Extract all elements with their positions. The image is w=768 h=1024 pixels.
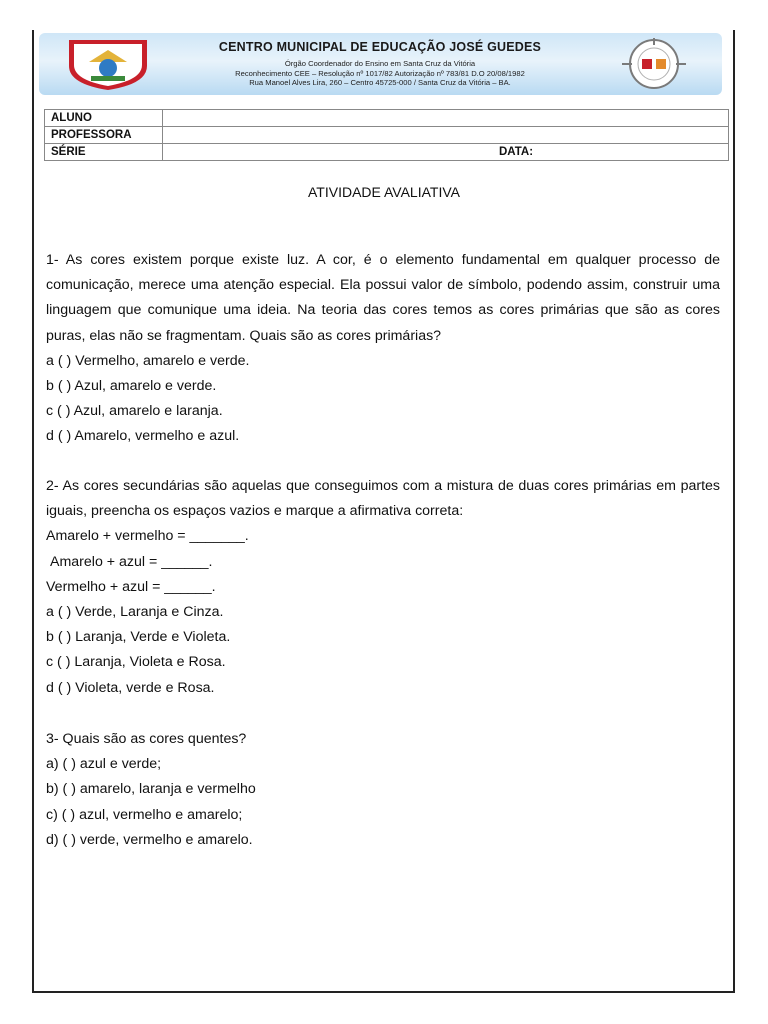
option-b[interactable]: b ( ) Laranja, Verde e Violeta. xyxy=(46,629,231,646)
option-b[interactable]: b) ( ) amarelo, laranja e vermelho xyxy=(46,781,256,798)
table-row xyxy=(45,110,729,127)
option-a[interactable]: a ( ) Vermelho, amarelo e verde. xyxy=(46,352,250,369)
blank-line: Amarelo + vermelho = _______. xyxy=(46,528,249,545)
option-a[interactable]: a ( ) Verde, Laranja e Cinza. xyxy=(46,604,224,621)
option-d[interactable]: d ( ) Amarelo, vermelho e azul. xyxy=(46,428,240,445)
school-crest-icon xyxy=(61,36,155,92)
option-c[interactable]: c ( ) Azul, amarelo e laranja. xyxy=(46,403,223,420)
question-2 xyxy=(46,474,720,701)
option-d[interactable]: d ( ) Violeta, verde e Rosa. xyxy=(46,679,215,696)
option-c[interactable]: c ( ) Laranja, Violeta e Rosa. xyxy=(46,654,226,671)
blank-line: Amarelo + azul = ______. xyxy=(50,553,213,570)
table-row xyxy=(45,144,729,161)
question-text: 2- As cores secundárias são aquelas que conseguimos com a mistura de duas cores primárias em partes iguais, preencha os espaços vazios e marque a afirmativa correta: xyxy=(46,478,720,520)
option-d[interactable]: d) ( ) verde, vermelho e amarelo. xyxy=(46,831,253,848)
option-a[interactable]: a) ( ) azul e verde; xyxy=(46,756,162,773)
question-3 xyxy=(46,727,720,853)
school-name: CENTRO MUNICIPAL DE EDUCAÇÃO JOSÉ GUEDES xyxy=(218,40,542,54)
data-label: DATA: xyxy=(499,146,534,158)
data-field[interactable] xyxy=(163,144,729,161)
question-text: 3- Quais são as cores quentes? xyxy=(46,731,247,747)
aluno-label: ALUNO xyxy=(45,110,163,127)
blank-line: Vermelho + azul = ______. xyxy=(46,578,216,595)
option-c[interactable]: c) ( ) azul, vermelho e amarelo; xyxy=(46,806,243,823)
page-title: ATIVIDADE AVALIATIVA xyxy=(308,184,460,200)
table-row xyxy=(45,127,729,144)
question-text: 1- As cores existem porque existe luz. A cor, é o elemento fundamental em qualquer processo de comunicação, merece uma atenção especial. Ela possui valor de símbolo, podendo assim, construir uma linguagem que comunique uma ideia. Na teoria das cores temos as cores primárias que são as cores puras, elas não se fragmentam. Quais são as cores primárias? xyxy=(46,252,720,344)
student-info-table xyxy=(44,109,729,161)
city-seal-icon xyxy=(618,37,690,91)
aluno-field[interactable] xyxy=(163,110,729,127)
professora-field[interactable] xyxy=(163,127,729,144)
serie-label: SÉRIE xyxy=(45,144,163,161)
school-address: Rua Manoel Alves Lira, 260 – Centro 45725-000 / Santa Cruz da Vitória – BA. xyxy=(249,78,511,87)
school-accreditation: Reconhecimento CEE – Resolução nº 1017/82 Autorização nº 783/81 D.O 20/08/1982 xyxy=(235,69,525,78)
question-1 xyxy=(46,248,720,450)
professora-label: PROFESSORA xyxy=(45,127,163,144)
school-subtitle: Órgão Coordenador do Ensino em Santa Cruz da Vitória xyxy=(284,59,476,68)
option-b[interactable]: b ( ) Azul, amarelo e verde. xyxy=(46,378,217,395)
